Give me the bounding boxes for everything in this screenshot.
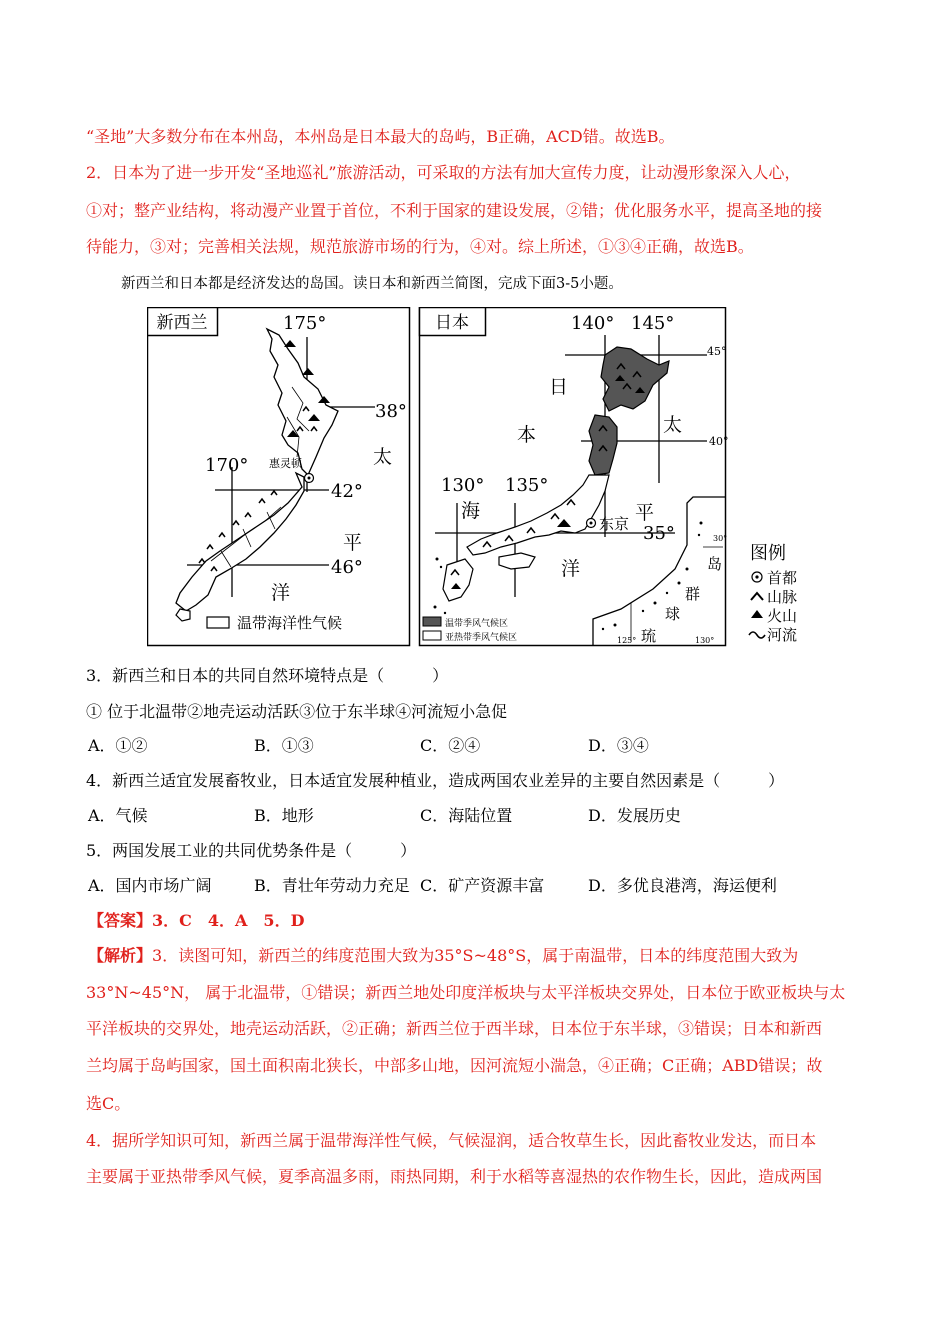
jp-ocean-char-2: 平 [635, 502, 655, 524]
legend-river: 河流 [767, 626, 798, 644]
q3-option-c[interactable]: C．②④ [420, 736, 481, 755]
q5-option-b[interactable]: B．青壮年劳动力充足 [254, 876, 410, 895]
jp-sea-char-2: 本 [517, 424, 537, 446]
q4-stem: 4．新西兰适宜发展畜牧业，日本适宜发展种植业，造成两国农业差异的主要自然因素是（ ） [86, 771, 785, 790]
volcano-icon [751, 610, 763, 618]
jp-lon-130: 130° [441, 475, 485, 496]
analysis-line-5: 选C。 [86, 1094, 131, 1113]
new-zealand-map [148, 308, 410, 646]
prev-answer-line-4: 待能力，③对；完善相关法规，规范旅游市场的行为，④对。综上所述，①③④正确，故选B。 [86, 237, 754, 256]
jp-lat-40: 40° [709, 435, 729, 448]
nz-ocean-char-1: 太 [373, 446, 393, 468]
jp-sea-char-1: 日 [549, 376, 569, 398]
ryukyu-char-3: 球 [665, 605, 681, 623]
q5-stem: 5．两国发展工业的共同优势条件是（ ） [86, 841, 417, 860]
nz-legend-label: 温带海洋性气候 [237, 614, 343, 632]
legend-capital: 首都 [767, 569, 798, 587]
nz-lat-42: 42° [331, 481, 363, 502]
analysis-line-7: 主要属于亚热带季风气候，夏季高温多雨，雨热同期，利于水稻等喜湿热的农作物生长，因此，造成两国 [86, 1167, 823, 1186]
nz-ocean-char-3: 洋 [271, 582, 291, 604]
prev-answer-line-2: 2．日本为了进一步开发“圣地巡礼”旅游活动，可采取的方法有加大宣传力度，让动漫形象深入人心， [86, 163, 801, 182]
q5-option-a[interactable]: A．国内市场广阔 [88, 876, 212, 895]
nz-lon-170: 170° [205, 455, 249, 476]
japan-map-title: 日本 [435, 313, 469, 333]
nz-capital-label: 惠灵顿 [269, 457, 302, 470]
legend-title: 图例 [750, 543, 786, 564]
ryukyu-char-1: 岛 [707, 555, 723, 573]
q5-option-c[interactable]: C．矿产资源丰富 [420, 876, 545, 895]
inset-lon-130: 130° [695, 636, 715, 645]
jp-lon-140: 140° [571, 313, 615, 334]
analysis-line-2: 33°N~45°N， 属于北温带，①错误；新西兰地处印度洋板块与太平洋板块交界处，日本位于欧亚板块与太 [86, 983, 846, 1002]
jp-lon-135: 135° [505, 475, 549, 496]
inset-lat-30: 30° [713, 534, 728, 543]
analysis-line-1: 【解析】3．读图可知，新西兰的纬度范围大致为35°S~48°S，属于南温带，日本的纬度范围大致为 [88, 946, 799, 965]
analysis-line-6: 4．据所学知识可知，新西兰属于温带海洋性气候，气候湿润，适合牧草生长，因此畜牧业发达，而日本 [86, 1131, 817, 1150]
nz-map-title: 新西兰 [156, 313, 208, 333]
ryukyu-char-4: 琉 [641, 627, 657, 645]
jp-sea-char-3: 海 [461, 500, 481, 522]
nz-lat-38: 38° [375, 401, 407, 422]
analysis-line-4: 兰均属于岛屿国家，国土面积南北狭长，中部多山地，因河流短小湍急，④正确；C正确；ABD错误；故 [86, 1056, 823, 1075]
analysis-label: 【解析】 [88, 946, 153, 965]
ryukyu-char-2: 群 [685, 585, 701, 603]
q4-option-b[interactable]: B．地形 [254, 806, 314, 825]
legend-mountain: 山脉 [767, 588, 798, 606]
jp-lat-35: 35° [643, 523, 675, 544]
inset-lon-125: 125° [617, 636, 637, 645]
q4-option-c[interactable]: C．海陆位置 [420, 806, 513, 825]
nz-ocean-char-2: 平 [343, 532, 363, 554]
answer-text: 3．C 4．A 5．D [152, 911, 305, 930]
q3-option-b[interactable]: B．①③ [254, 736, 314, 755]
maps-figure [147, 307, 807, 649]
prev-answer-line-1: “圣地”大多数分布在本州岛，本州岛是日本最大的岛屿，B正确，ACD错。故选B。 [86, 127, 675, 146]
jp-lon-145: 145° [631, 313, 675, 334]
prev-answer-line-3: ①对；整产业结构，将动漫产业置于首位，不利于国家的建设发展，②错；优化服务水平，提高圣地的接 [86, 201, 823, 220]
q4-option-a[interactable]: A．气候 [88, 806, 148, 825]
q3-option-a[interactable]: A．①② [88, 736, 148, 755]
question-intro: 新西兰和日本都是经济发达的岛国。读日本和新西兰简图，完成下面3-5小题。 [121, 276, 623, 292]
map-legend [749, 543, 797, 644]
jp-legend-subtropical: 亚热带季风气候区 [445, 633, 518, 643]
jp-ocean-char-3: 洋 [561, 558, 581, 580]
jp-ocean-char-1: 太 [663, 414, 683, 436]
jp-lat-45: 45° [707, 345, 727, 358]
q4-option-d[interactable]: D．发展历史 [588, 806, 681, 825]
mountain-icon [751, 593, 763, 600]
nz-lon-175: 175° [283, 313, 327, 334]
q3-stem: 3．新西兰和日本的共同自然环境特点是（ ） [86, 666, 449, 685]
answer-label: 【答案】 [88, 911, 153, 930]
jp-legend-temperate: 温带季风气候区 [445, 619, 509, 629]
analysis-line-3: 平洋板块的交界处，地壳运动活跃，②正确；新西兰位于西半球，日本位于东半球，③错误；日本和新西 [86, 1019, 823, 1038]
japan-map [420, 308, 729, 646]
japan-capital-label: 东京 [599, 515, 630, 533]
nz-lat-46: 46° [331, 557, 363, 578]
answer-line [88, 911, 304, 931]
q3-option-d[interactable]: D．③④ [588, 736, 649, 755]
river-icon [749, 632, 765, 638]
q3-statements: ① 位于北温带②地壳运动活跃③位于东半球④河流短小急促 [86, 702, 508, 721]
q5-option-d[interactable]: D．多优良港湾，海运便利 [588, 876, 777, 895]
legend-volcano: 火山 [767, 607, 798, 625]
